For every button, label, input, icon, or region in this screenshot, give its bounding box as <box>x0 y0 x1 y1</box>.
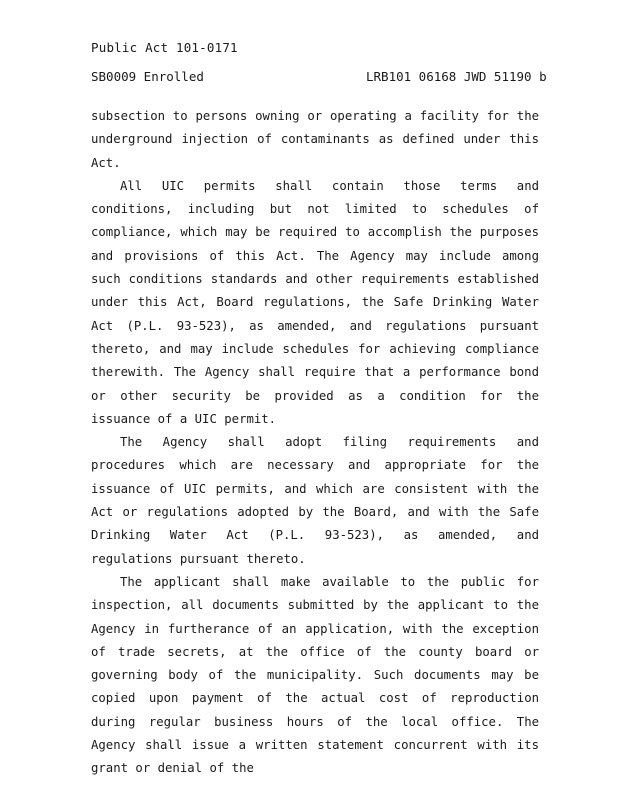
body-text <box>91 105 539 781</box>
paragraph-public-inspection: The applicant shall make available to the public for inspection, all documents submitted by the applicant to the Agency in furtherance of an application, with the exception of trade secrets, at the office of the county board or governing body of the municipality. Such documents may be copied upon payment of the actual cost of reproduction during regular business hours of the local office. The Agency shall issue a written statement concurrent with its grant or denial of the <box>91 574 539 776</box>
lrb-code: LRB101 06168 JWD 51190 b <box>366 69 547 84</box>
bill-id: SB0009 Enrolled <box>91 69 204 84</box>
paragraph-continuation: subsection to persons owning or operating a facility for the underground injection of contaminants as defined under this Act. <box>91 109 539 170</box>
paragraph-uic-permits: All UIC permits shall contain those terms and conditions, including but not limited to schedules of compliance, which may be required to accomplish the purposes and provisions of this Act. The Agency may include among such conditions standards and other requirements established under this Act, Board regulations, the Safe Drinking Water Act (P.L. 93-523), as amended, and regulations pursuant thereto, and may include schedules for achieving compliance therewith. The Agency shall require that a performance bond or other security be provided as a condition for the issuance of a UIC permit. <box>91 178 539 426</box>
paragraph-filing-requirements: The Agency shall adopt filing requirements and procedures which are necessary and appropriate for the issuance of UIC permits, and which are consistent with the Act or regulations adopted by the Board, and with the Safe Drinking Water Act (P.L. 93-523), as amended, and regulations pursuant thereto. <box>91 435 539 566</box>
act-title: Public Act 101-0171 <box>91 40 238 55</box>
